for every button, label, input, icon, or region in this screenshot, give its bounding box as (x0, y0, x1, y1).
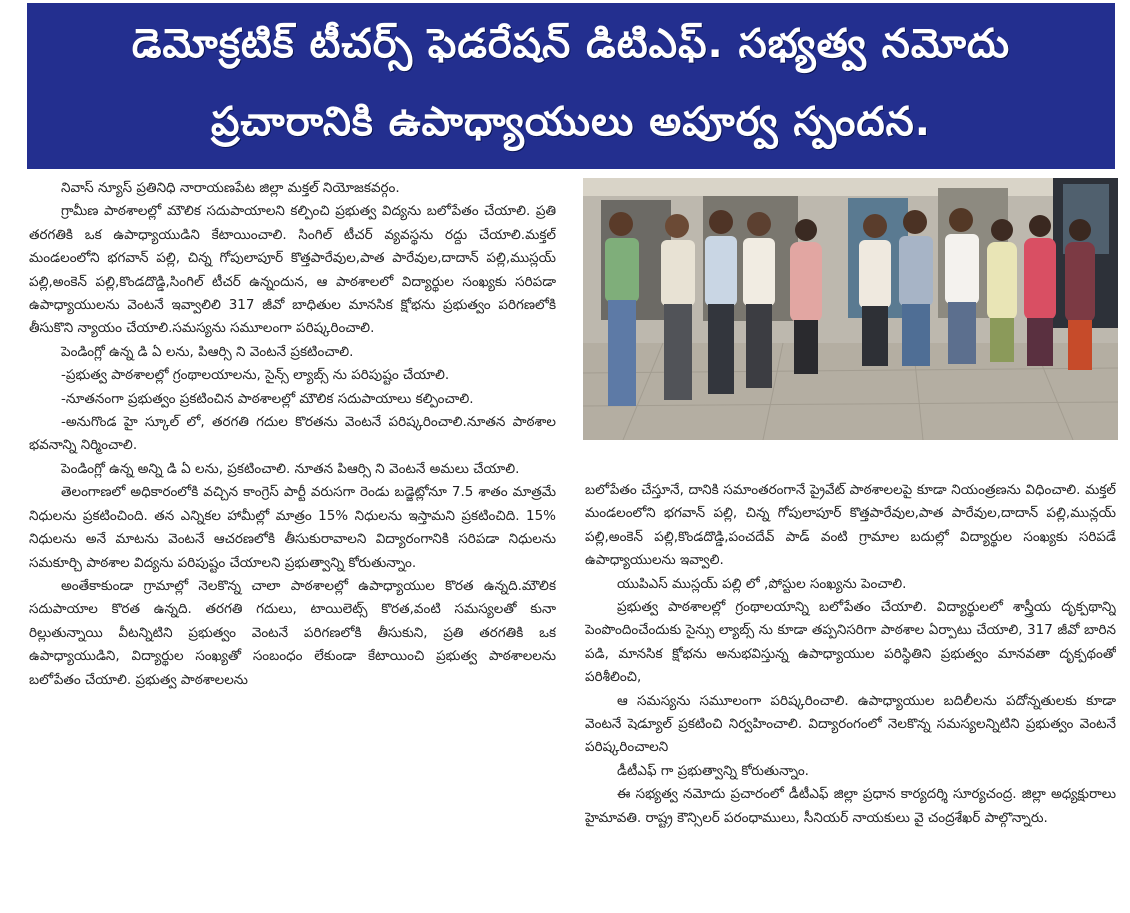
article-paragraph: యుపిఎస్ ముస్లయ్ పల్లి లో ,పోస్టుల సంఖ్యను పెంచాలి. (617, 575, 907, 592)
article-paragraph: -అనుగొండ హై స్కూల్ లో, తరగతి గదుల కొరతను వెంటనే పరిష్కరించాలి.నూతన పాఠశాల భవనాన్ని నిర్మించాలి. (29, 414, 556, 454)
dateline-paragraph: నివాస్ న్యూస్ ప్రతినిధి నారాయణపేట జిల్లా మక్తల్ నియోజకవర్గం. (61, 180, 400, 196)
article-paragraph: ఆ సమస్యను సమూలంగా పరిష్కరించాలి. ఉపాధ్యాయుల బదిలీలను పదోన్నతులకు కూడా వెంటనే షెడ్యూల్ ప్రకటించి నిర్వహించాలి. విద్యారంగంలో నెలకొన్న సమస్యలన్నిటిని ప్రభుత్వం వెంటనే పరిష్కరించాలని (585, 692, 1116, 756)
article-paragraph: అంతేకాకుండా గ్రామాల్లో నెలకొన్న చాలా పాఠశాలల్లో ఉపాధ్యాయుల కొరత ఉన్నది.మౌలిక సదుపాయాల కొరత ఉన్నది. తరగతి గదులు, టాయిలెట్స్ కొరత,వంటి సమస్యలతో కునా రిల్లుతున్నాయి వీటన్నిటిని ప్రభుత్వం వెంటనే పరిగణలోకి తీసుకుని, ప్రతి తరగతికి ఒక ఉపాధ్యాయుడిని, విద్యార్థుల సంఖ్యతో సంబంధం లేకుండా కేటాయించి ప్రభుత్వ పాఠశాలలను బలోపేతం చేయాలి. ప్రభుత్వ పాఠశాలలను (29, 577, 556, 688)
article-right-column (585, 479, 1116, 909)
article-left-column (29, 177, 556, 911)
headline-line-2: ప్రచారానికి ఉపాధ్యాయులు అపూర్వ స్పందన. (211, 99, 931, 145)
group-photo (583, 178, 1118, 440)
article-paragraph: ప్రభుత్వ పాఠశాలల్లో గ్రంథాలయాన్ని బలోపేతం చేయాలి. విద్యార్థులలో శాస్త్రీయ దృక్పథాన్ని పెంపొందించేందుకు సైన్సు ల్యాబ్స్ ను కూడా తప్పనిసరిగా పాఠశాల ఏర్పాటు చేయాలి, 317 జీవో బారిన పడి, మానసిక క్షోభను అనుభవిస్తున్న ఉపాధ్యాయుల పరిస్థితిని ప్రభుత్వం మానవతా దృక్పథంతో పరిశీలించి, (585, 599, 1116, 686)
article-paragraph: తెలంగాణలో అధికారంలోకి వచ్చిన కాంగ్రెస్ పార్టీ వరుసగా రెండు బడ్జెట్లోనూ 7.5 శాతం మాత్రమే నిధులను ప్రకటించింది. తన ఎన్నికల హామీల్లో మాత్రం 15% నిధులను ఇస్తామని ప్రకటించిది. 15% నిధులను అనే మాటను వెంటనే ఆచరణలోకి తీసుకురావాలని విద్యారంగానికి సరిపడా నిధులను సమకూర్చి పాఠశాల విద్యను పరిపుష్టం చేయాలని ప్రభుత్వాన్ని కోరుతున్నాం. (29, 484, 556, 571)
group-photo-icon (583, 178, 1118, 440)
article-paragraph: -ప్రభుత్వ పాఠశాలల్లో గ్రంథాలయాలను, సైన్స్ ల్యాబ్స్ ను పరిపుష్టం చేయాలి. (61, 367, 450, 384)
article-paragraph: ఈ సభ్యత్వ నమోదు ప్రచారంలో డీటీఎఫ్ జిల్లా ప్రధాన కార్యదర్శి సూర్యచంద్ర. జిల్లా అధ్యక్షురాలు హైమావతి. రాష్ట్ర కౌన్సిలర్ పరంధాములు, సీనియర్ నాయకులు వై చంద్రశేఖర్ పాల్గొన్నారు. (585, 786, 1116, 826)
headline-line-1: డెమోక్రటిక్ టీచర్స్ ఫెడరేషన్ డిటిఎఫ్. సభ్యత్వ నమోదు (131, 21, 1011, 67)
headline-banner (27, 3, 1115, 169)
article-paragraph: పెండింగ్లో ఉన్న అన్ని డి ఏ లను, ప్రకటించాలి. నూతన పిఆర్సి ని వెంటనే అమలు చేయాలి. (61, 460, 520, 477)
article-paragraph: డీటీఎఫ్ గా ప్రభుత్వాన్ని కోరుతున్నాం. (617, 762, 809, 779)
article-paragraph: గ్రామీణ పాఠశాలల్లో మౌలిక సదుపాయాలని కల్పించి ప్రభుత్వ విద్యను బలోపేతం చేయాలి. ప్రతి తరగతికి ఒక ఉపాధ్యాయుడిని కేటాయించాలి. సింగిల్ టీచర్ వ్యవస్థను రద్దు చేయాలి.మక్తల్ మండలంలోని భగవాన్ పల్లి, చిన్న గోపులాపూర్ కొత్తపారేవుల,పాత పారేవుల,దాదాన్ పల్లి,ముస్లయ్ పల్లి,అంకెన్ పల్లి,కొండదొడ్డి,సింగిల్ టీచర్ ఉన్నందున, ఆ పాఠశాలలో విద్యార్థుల సంఖ్యకు సరిపడా ఉపాధ్యాయులను వెంటనే ఇవ్వాలిలి 317 జీవో బాధితుల మానసిక క్షోభను ప్రభుత్వం పరిగణలోకి తీసుకొని న్యాయం చేయాలి.సమస్యను సమూలంగా పరిష్కరించాలి. (29, 203, 556, 337)
article-paragraph: బలోపేతం చేస్తూనే, దానికి సమాంతరంగానే ప్రైవేట్ పాఠశాలలపై కూడా నియంత్రణను విధించాలి. మక్తల్ మండలంలోని భగవాన్ పల్లి, చిన్న గోపులాపూర్ కొత్తపారేవుల,పాత పారేవుల,దాదాన్ పల్లి,మున్లయ్ పల్లి,అంకెన్ పల్లి,కొండదొడ్డి,పంచదేవ్ పాడ్ వంటి గ్రామాల బదుల్లో విద్యార్థుల సంఖ్యకు సరిపడే ఉపాధ్యాయులను ఇవ్వాలి. (585, 482, 1116, 569)
article-paragraph: పెండింగ్లో ఉన్న డి ఏ లను, పిఆర్సి ని వెంటనే ప్రకటించాలి. (61, 343, 354, 360)
article-paragraph: -నూతనంగా ప్రభుత్వం ప్రకటించిన పాఠశాలల్లో మౌలిక సదుపాయాలు కల్పించాలి. (61, 390, 474, 407)
